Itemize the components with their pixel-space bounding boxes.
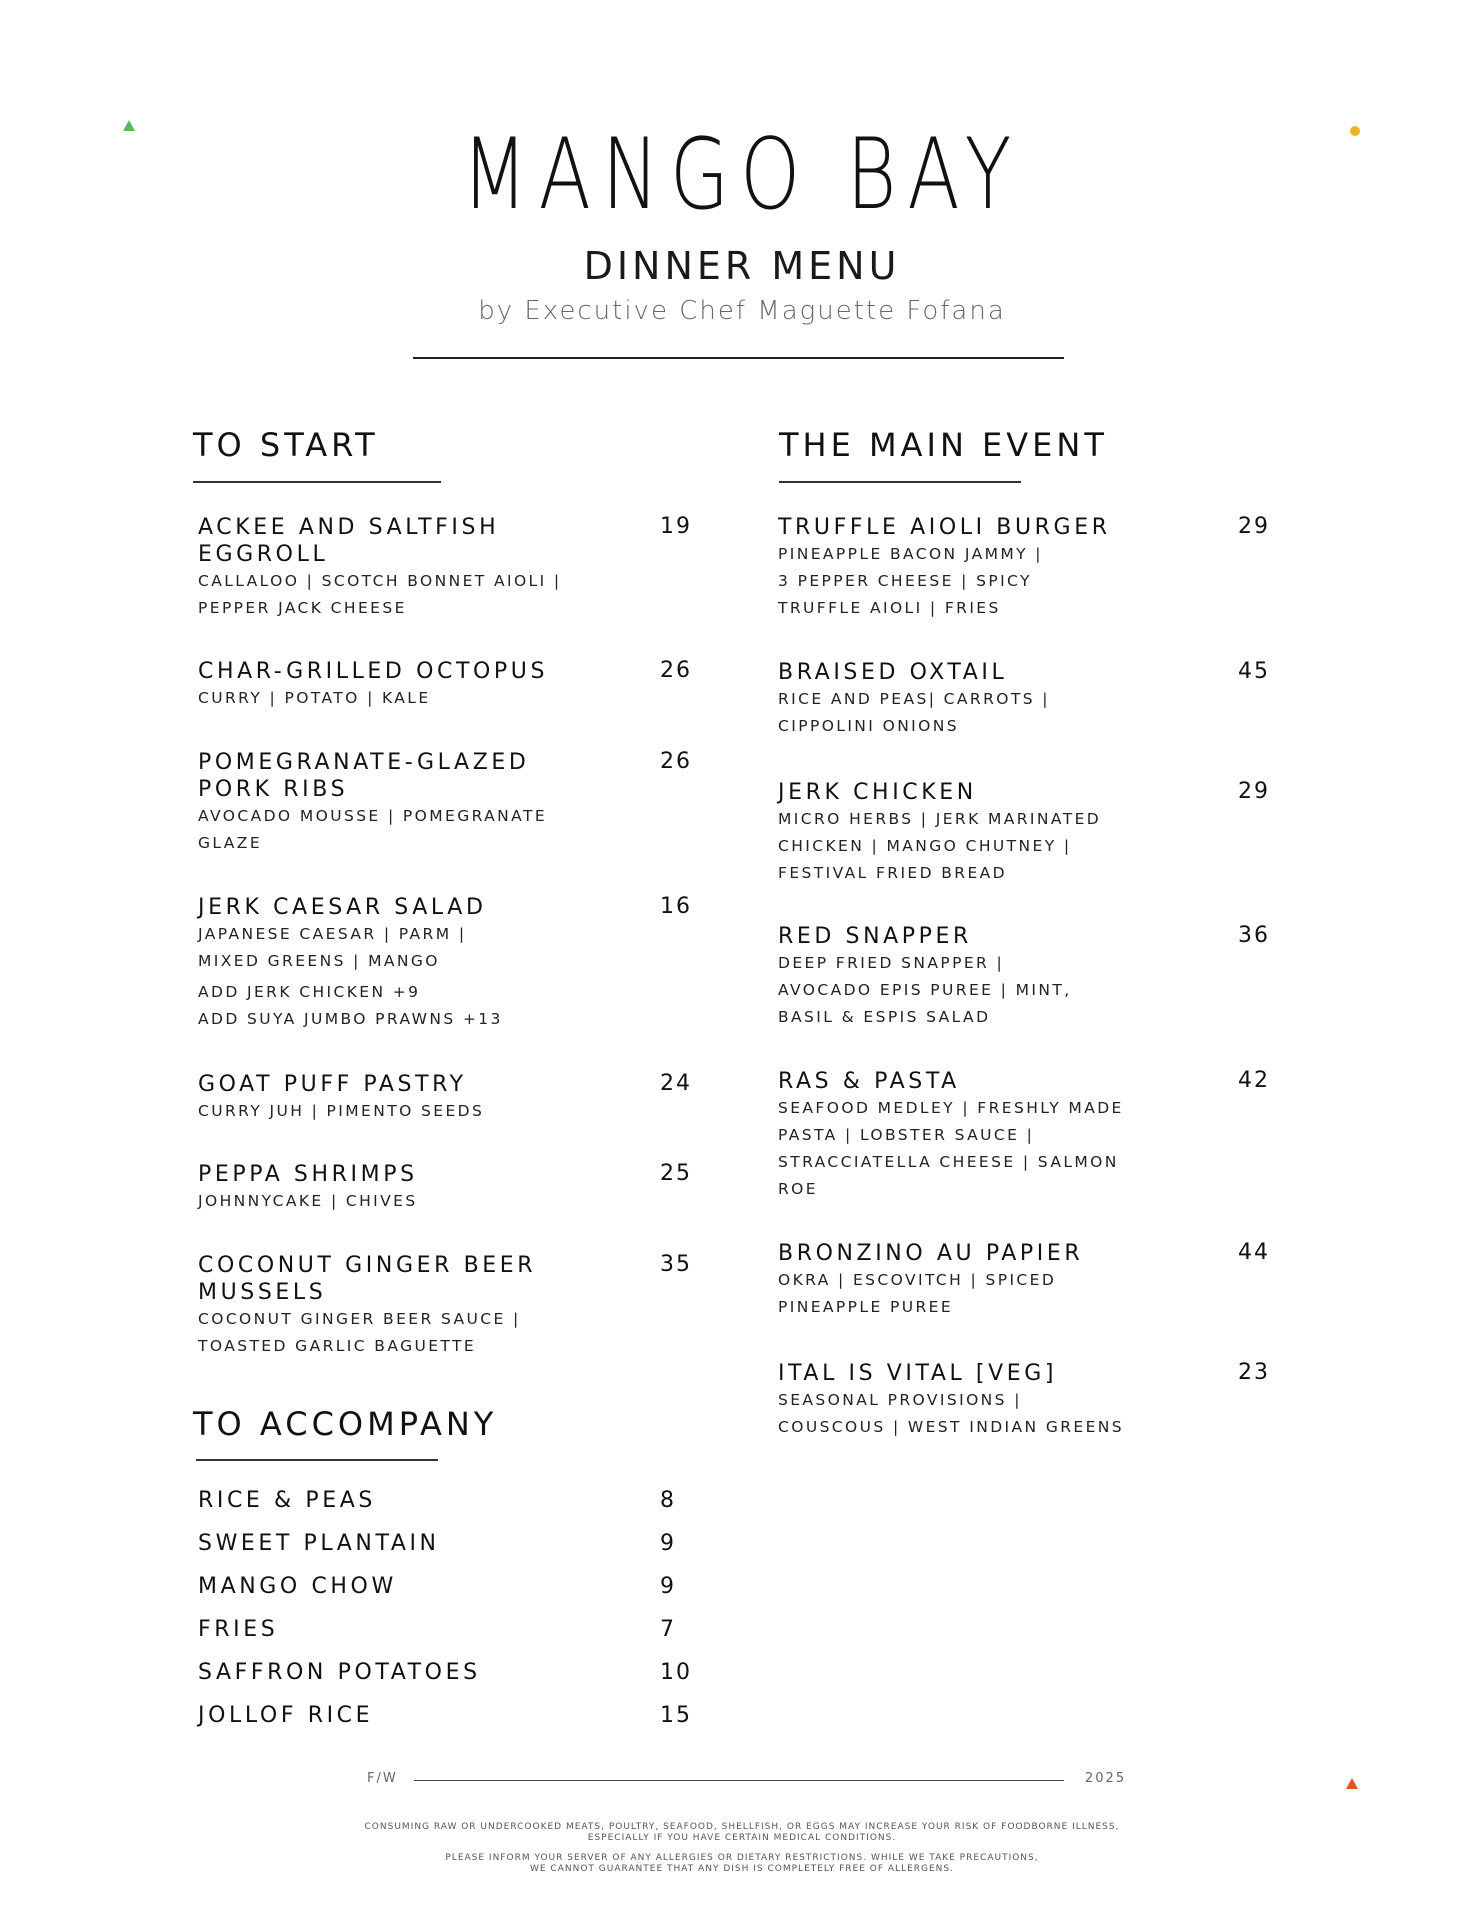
side-item-price: 10 xyxy=(660,1660,692,1685)
item-description: PINEAPPLE PUREE xyxy=(778,1298,954,1316)
side-item-price: 15 xyxy=(660,1703,692,1728)
item-description: SEAFOOD MEDLEY | FRESHLY MADE xyxy=(778,1099,1124,1117)
section-title-main-event: THE MAIN EVENT xyxy=(779,426,1108,464)
item-name: BRONZINO AU PAPIER xyxy=(778,1241,1084,1266)
item-description: MICRO HERBS | JERK MARINATED xyxy=(778,810,1102,828)
byline: by Executive Chef Maguette Fofana xyxy=(478,296,1006,326)
item-price: 44 xyxy=(1238,1240,1270,1265)
item-price: 45 xyxy=(1238,659,1270,684)
section-divider xyxy=(193,481,441,483)
item-name: BRAISED OXTAIL xyxy=(778,660,1008,685)
triangle-icon xyxy=(1346,1778,1358,1789)
side-item-name: MANGO CHOW xyxy=(198,1574,397,1599)
item-description: JOHNNYCAKE | CHIVES xyxy=(198,1192,418,1210)
footer-season: F/W xyxy=(367,1771,398,1786)
item-description: MIXED GREENS | MANGO xyxy=(198,952,440,970)
item-description: JAPANESE CAESAR | PARM | xyxy=(198,925,467,943)
section-title-to-accompany: TO ACCOMPANY xyxy=(193,1405,498,1443)
allergen-notice: WE CANNOT GUARANTEE THAT ANY DISH IS COMPLETELY FREE OF ALLERGENS. xyxy=(529,1864,954,1874)
footer-divider xyxy=(414,1780,1064,1781)
item-name: RED SNAPPER xyxy=(778,924,972,949)
side-item-name: RICE & PEAS xyxy=(198,1488,376,1513)
item-price: 23 xyxy=(1238,1360,1270,1385)
item-price: 29 xyxy=(1238,514,1270,539)
food-safety-notice: ESPECIALLY IF YOU HAVE CERTAIN MEDICAL CONDITIONS. xyxy=(587,1833,897,1843)
item-description: STRACCIATELLA CHEESE | SALMON xyxy=(778,1153,1119,1171)
item-name: ITAL IS VITAL [VEG] xyxy=(778,1361,1058,1386)
item-name: GOAT PUFF PASTRY xyxy=(198,1072,467,1097)
item-description: TRUFFLE AIOLI | FRIES xyxy=(778,599,1001,617)
side-item-name: FRIES xyxy=(198,1617,279,1642)
item-description: CURRY JUH | PIMENTO SEEDS xyxy=(198,1102,485,1120)
brand-logo: MANGO BAY xyxy=(461,118,1023,232)
side-item-price: 7 xyxy=(660,1617,676,1642)
side-item-name: SAFFRON POTATOES xyxy=(198,1660,481,1685)
item-description: AVOCADO EPIS PUREE | MINT, xyxy=(778,981,1072,999)
item-description: BASIL & ESPIS SALAD xyxy=(778,1008,991,1026)
item-name: COCONUT GINGER BEER xyxy=(198,1253,537,1278)
item-name: ACKEE AND SALTFISH xyxy=(198,515,500,540)
item-description: PEPPER JACK CHEESE xyxy=(198,599,407,617)
item-description: ROE xyxy=(778,1180,818,1198)
item-description: GLAZE xyxy=(198,834,263,852)
item-description: PINEAPPLE BACON JAMMY | xyxy=(778,545,1043,563)
item-price: 25 xyxy=(660,1161,692,1186)
item-price: 26 xyxy=(660,658,692,683)
triangle-icon xyxy=(123,120,135,131)
item-name: PEPPA SHRIMPS xyxy=(198,1162,418,1187)
item-description: OKRA | ESCOVITCH | SPICED xyxy=(778,1271,1057,1289)
item-price: 42 xyxy=(1238,1068,1270,1093)
side-item-price: 8 xyxy=(660,1488,676,1513)
item-addon: ADD SUYA JUMBO PRAWNS +13 xyxy=(198,1010,503,1028)
header-divider xyxy=(413,357,1064,359)
item-description: PASTA | LOBSTER SAUCE | xyxy=(778,1126,1035,1144)
allergen-notice: PLEASE INFORM YOUR SERVER OF ANY ALLERGIES OR DIETARY RESTRICTIONS. WHILE WE TAKE PRECAUTIONS, xyxy=(445,1853,1039,1863)
item-name: TRUFFLE AIOLI BURGER xyxy=(778,515,1111,540)
item-name: RAS & PASTA xyxy=(778,1069,960,1094)
item-price: 36 xyxy=(1238,923,1270,948)
item-price: 29 xyxy=(1238,779,1270,804)
side-item-price: 9 xyxy=(660,1574,676,1599)
item-price: 35 xyxy=(660,1252,692,1277)
item-description: AVOCADO MOUSSE | POMEGRANATE xyxy=(198,807,548,825)
dot-icon xyxy=(1350,126,1360,136)
section-divider xyxy=(779,481,1021,483)
item-price: 16 xyxy=(660,894,692,919)
item-price: 24 xyxy=(660,1071,692,1096)
food-safety-notice: CONSUMING RAW OR UNDERCOOKED MEATS, POULTRY, SEAFOOD, SHELLFISH, OR EGGS MAY INCREASE YOUR RISK OF FOODBORNE ILLNESS, xyxy=(364,1822,1120,1832)
item-name: JERK CAESAR SALAD xyxy=(198,895,487,920)
item-description: FESTIVAL FRIED BREAD xyxy=(778,864,1008,882)
item-description: 3 PEPPER CHEESE | SPICY xyxy=(778,572,1032,590)
item-name: CHAR-GRILLED OCTOPUS xyxy=(198,659,549,684)
item-description: DEEP FRIED SNAPPER | xyxy=(778,954,1005,972)
section-title-to-start: TO START xyxy=(193,426,379,464)
item-description: CURRY | POTATO | KALE xyxy=(198,689,431,707)
section-divider xyxy=(196,1459,438,1461)
item-name: MUSSELS xyxy=(198,1280,327,1305)
item-description: CIPPOLINI ONIONS xyxy=(778,717,959,735)
item-description: TOASTED GARLIC BAGUETTE xyxy=(198,1337,477,1355)
item-name: PORK RIBS xyxy=(198,777,349,802)
item-addon: ADD JERK CHICKEN +9 xyxy=(198,983,421,1001)
item-name: EGGROLL xyxy=(198,542,329,567)
item-price: 26 xyxy=(660,749,692,774)
side-item-name: SWEET PLANTAIN xyxy=(198,1531,440,1556)
menu-title: DINNER MENU xyxy=(583,244,901,288)
side-item-name: JOLLOF RICE xyxy=(198,1703,374,1728)
item-name: POMEGRANATE-GLAZED xyxy=(198,750,530,775)
item-description: CHICKEN | MANGO CHUTNEY | xyxy=(778,837,1072,855)
item-description: SEASONAL PROVISIONS | xyxy=(778,1391,1022,1409)
item-name: JERK CHICKEN xyxy=(778,780,977,805)
item-description: CALLALOO | SCOTCH BONNET AIOLI | xyxy=(198,572,562,590)
item-description: COUSCOUS | WEST INDIAN GREENS xyxy=(778,1418,1125,1436)
footer-year: 2025 xyxy=(1085,1771,1127,1786)
item-price: 19 xyxy=(660,514,692,539)
item-description: RICE AND PEAS| CARROTS | xyxy=(778,690,1050,708)
side-item-price: 9 xyxy=(660,1531,676,1556)
item-description: COCONUT GINGER BEER SAUCE | xyxy=(198,1310,521,1328)
